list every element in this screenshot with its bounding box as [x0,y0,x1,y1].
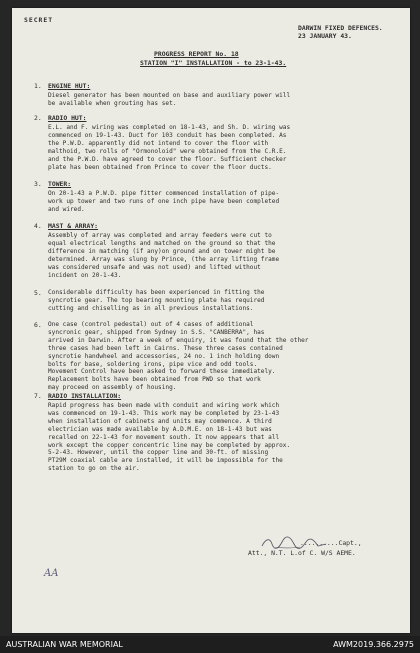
archive-footer [0,636,420,653]
signature-rank-line: ..........Capt., [300,539,362,547]
section-5-number: 5. [34,289,42,297]
section-4-body: Assembly of array was completed and array feeders were cut to equal electrical lengths and matched on the ground so that the difference in matching (if any)on ground and on tower might be determined. Array was slung by Prince, (the array lifting frame was considered unsafe and was not used) and lifted without incident on 20-1-43. [48,232,280,279]
signature-unit-line: Att., N.T. L.of C. W/S AEME. [248,549,356,557]
section-1-body: Diesel generator has been mounted on base and auxiliary power will be available when grouting has set. [48,92,291,107]
section-2-heading: RADIO HUT: [48,114,87,122]
section-5-body: Considerable difficulty has been experienced in fitting the syncrotie gear. The top bearing mounting plate has required cutting and chiselling as in all previous installations. [48,289,265,312]
section-6-body: One case (control pedestal) out of 4 cases of additional syncronic gear, shipped from Sydney in S.S. "CANBERRA", has arrived in Darwin. After a week of enquiry, it was found that the other three cases had been left in Cairns. These three cases contained syncrotie handwheel and accessories, 24 no. 1 inch holding down bolts for base, soldering irons, pipe vice and odd tools. Movement Control have been asked to forward these immediately. Replacement bolts have been obtained from PWD so that work may proceed on assembly of housing. [48,321,309,392]
section-3-body: On 20-1-43 a P.W.D. pipe fitter commenced installation of pipe- work up tower and two runs of one inch pipe have been completed and wired. [48,190,280,213]
header-org: DARWIN FIXED DEFENCES. [298,24,383,32]
section-4-number: 4. [34,222,42,230]
section-7-heading: RADIO INSTALLATION: [48,392,122,400]
section-3-heading: TOWER: [48,180,72,188]
report-subtitle: STATION "I" INSTALLATION - to 23-1-43. [140,59,287,67]
section-3-number: 3. [34,180,42,188]
footer-institution: AUSTRALIAN WAR MEMORIAL [6,640,123,649]
section-6-number: 6. [34,321,42,329]
section-1-number: 1. [34,82,42,90]
section-7-number: 7. [34,392,42,400]
report-title: PROGRESS REPORT No. 18 [154,50,239,58]
section-2-body: E.L. and F. wiring was completed on 18-1-43, and Sh. D. wiring was commenced on 19-1-43. Duct for 103 conduit has been completed. As the P.W.D. apparently did not intend to cover the floor with malthoid, two rolls of "Ormonoloid" were obtained from the C.R.E. and the P.W.D. have agreed to cover the floor. Sufficient checker plate has been obtained from Prince to cover the floor ducts. [48,124,291,171]
section-2-number: 2. [34,114,42,122]
document-page [12,8,410,633]
section-7-body: Rapid progress has been made with conduit and wiring work which was commenced on 19-1-43. This work may be completed by 23-1-43 when installation of cabinets and units may commence. A third electrician was made available by A.D.M.E. on 18-1-43 but was recalled on 22-1-43 for movement south. It now appears that all work except the copper concentric line may be completed by approx. 5-2-43. However, until the copper line and 30-ft. of missing PT29M coaxial cable are installed, it will be impossible for the station to go on the air. [48,402,291,473]
classification-mark: SECRET [24,16,54,24]
footer-catalogue-id: AWM2019.366.2975 [333,640,414,649]
section-1-heading: ENGINE HUT: [48,82,91,90]
header-date: 23 JANUARY 43. [298,32,352,40]
section-4-heading: MAST & ARRAY: [48,222,99,230]
margin-handwritten-note: AA [44,568,59,579]
